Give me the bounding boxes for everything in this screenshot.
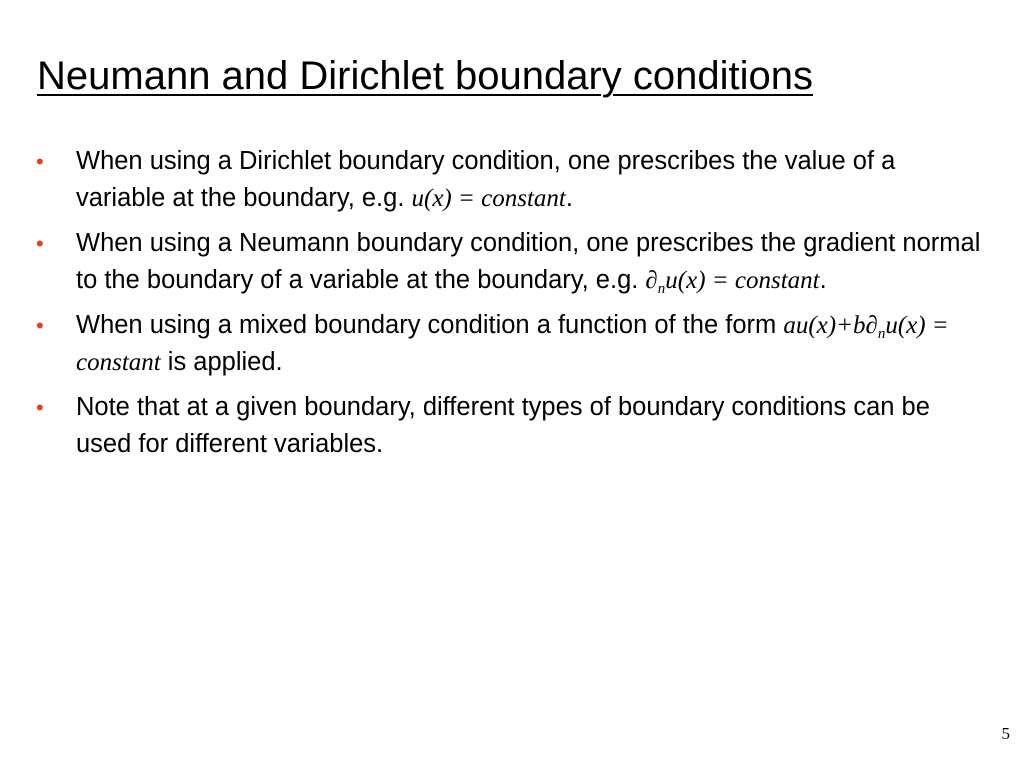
bullet-text-end: . [565, 184, 573, 212]
bullet-item-neumann [36, 225, 986, 299]
bullet-text-end: . [819, 266, 827, 294]
bullet-icon: • [36, 149, 44, 174]
bullet-item-mixed [36, 307, 986, 381]
bullet-text: When using a Neumann boundary condition, one prescribes the gradient normal to the boundary of a variable at the boundary, e.g. [76, 229, 981, 294]
math-rest: u(x) = constant [665, 267, 820, 294]
slide-title: Neumann and Dirichlet boundary conditions [37, 54, 814, 98]
bullet-item-dirichlet [36, 143, 986, 217]
page-number: 5 [1001, 724, 1010, 743]
math-expression [645, 267, 820, 297]
bullet-icon: • [36, 231, 44, 256]
bullet-item-note [36, 389, 986, 463]
math-expression: u(x) = constant [411, 185, 566, 212]
math-subscript: n [877, 326, 886, 342]
partial-symbol: ∂ [865, 312, 878, 339]
bullet-text: When using a Dirichlet boundary condition, one prescribes the value of a variable at the boundary, e.g. [76, 147, 896, 212]
bullet-text: When using a mixed boundary condition a function of the form [76, 311, 784, 339]
math-rest: u(x) = constant [76, 312, 949, 376]
bullet-list [36, 143, 986, 471]
bullet-icon: • [36, 313, 44, 338]
bullet-text-end: is applied. [160, 348, 283, 376]
bullet-icon: • [36, 395, 44, 420]
math-prefix: au(x)+b [783, 312, 866, 339]
partial-symbol: ∂ [645, 267, 658, 294]
math-subscript: n [657, 281, 666, 297]
bullet-text: Note that at a given boundary, different types of boundary conditions can be used for different variables. [76, 393, 930, 458]
